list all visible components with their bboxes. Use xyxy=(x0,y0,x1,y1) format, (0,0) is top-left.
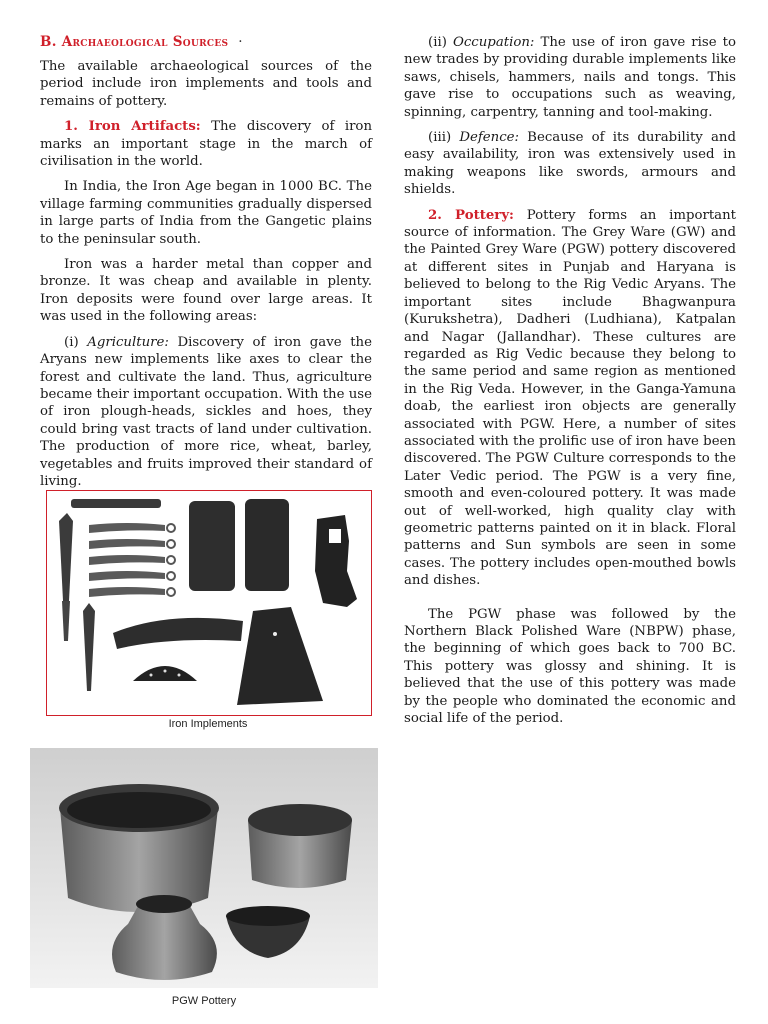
iron-artifacts-paragraph: 1. Iron Artifacts: The discovery of iron marks an important stage in the march of civilisation in the world. xyxy=(40,119,373,170)
iron-age-paragraph: In India, the Iron Age began in 1000 BC. The village farming communities gradually dispersed in large parts of India from the Gangetic plains to the peninsular south. xyxy=(40,179,372,247)
pottery-heading: 2. Pottery: xyxy=(428,207,514,223)
agriculture-paragraph: (i) Agriculture: Discovery of iron gave the Aryans new implements like axes to clear the forest and cultivate the land. Thus, agriculture became their important occupation. With the use of iron plough-heads, sickles and hoes, they could bring vast tracts of land under cultivation. The production of more rice, wheat, barley, vegetables and fruits improved their standard of living. xyxy=(40,334,372,489)
harder-metal-paragraph: Iron was a harder metal than copper and bronze. It was cheap and available in plenty. Iron deposits were found over large areas. It was used in the following areas: xyxy=(40,257,372,325)
pottery-paragraph: 2. Pottery: Pottery forms an important source of information. The Grey Ware (GW) and the Painted Grey Ware (PGW) pottery discovered at different sites in Punjab and Haryana is believed to belong to the Rig Vedic Aryans. The important sites include Bhagwanpura (Kurukshetra), Dadheri (Ludhiana), Katpalan and Nagar (Jallandhar). These cultures are regarded as Rig Vedic because they belong to the same period and same region as mentioned in the Rig Veda. However, in the Ganga-Yamuna doab, the earliest iron objects are generally associated with PGW. Here, a number of sites associated with the prolific use of iron have been discovered. The PGW Culture corresponds to the Later Vedic period. The PGW is a very fine, smooth and even-coloured pottery. It was made out of well-worked, high quality clay with geometric patterns painted on it in black. Floral patterns and Sun symbols are seen in some cases. The pottery includes open-mouthed bowls and dishes. xyxy=(404,207,736,589)
iron-artifacts-heading: 1. Iron Artifacts: xyxy=(64,119,201,135)
right-column xyxy=(404,34,736,735)
iron-implements-illustration xyxy=(47,491,371,715)
pgw-pottery-illustration xyxy=(30,748,378,988)
section-heading: B. Archaeological Sources · xyxy=(40,34,243,50)
occupation-paragraph: (ii) Occupation: The use of iron gave rise to new trades by providing durable implements like saws, chisels, hammers, nails and tongs. This gave rise to occupations such as weaving, spinning, carpentry, tanning and tool-making. xyxy=(404,35,736,120)
pgw-pottery-caption: PGW Pottery xyxy=(171,995,237,1007)
pgw-pottery-photo xyxy=(30,748,378,988)
nbpw-paragraph: The PGW phase was followed by the Northern Black Polished Ware (NBPW) phase, the beginning of which goes back to 700 BC. This pottery was glossy and shining. It is believed that the use of this pottery was made by the people who dominated the economic and social life of the period. xyxy=(404,606,736,727)
defence-paragraph: (iii) Defence: Because of its durability and easy availability, iron was extensively used in making weapons like swords, armours and shields. xyxy=(404,130,736,198)
iron-implements-caption: Iron Implements xyxy=(168,718,248,730)
intro-paragraph: The available archaeological sources of the period include iron implements and tools and remains of pottery. xyxy=(40,59,372,109)
left-column xyxy=(40,34,372,498)
iron-implements-figure xyxy=(46,490,372,716)
